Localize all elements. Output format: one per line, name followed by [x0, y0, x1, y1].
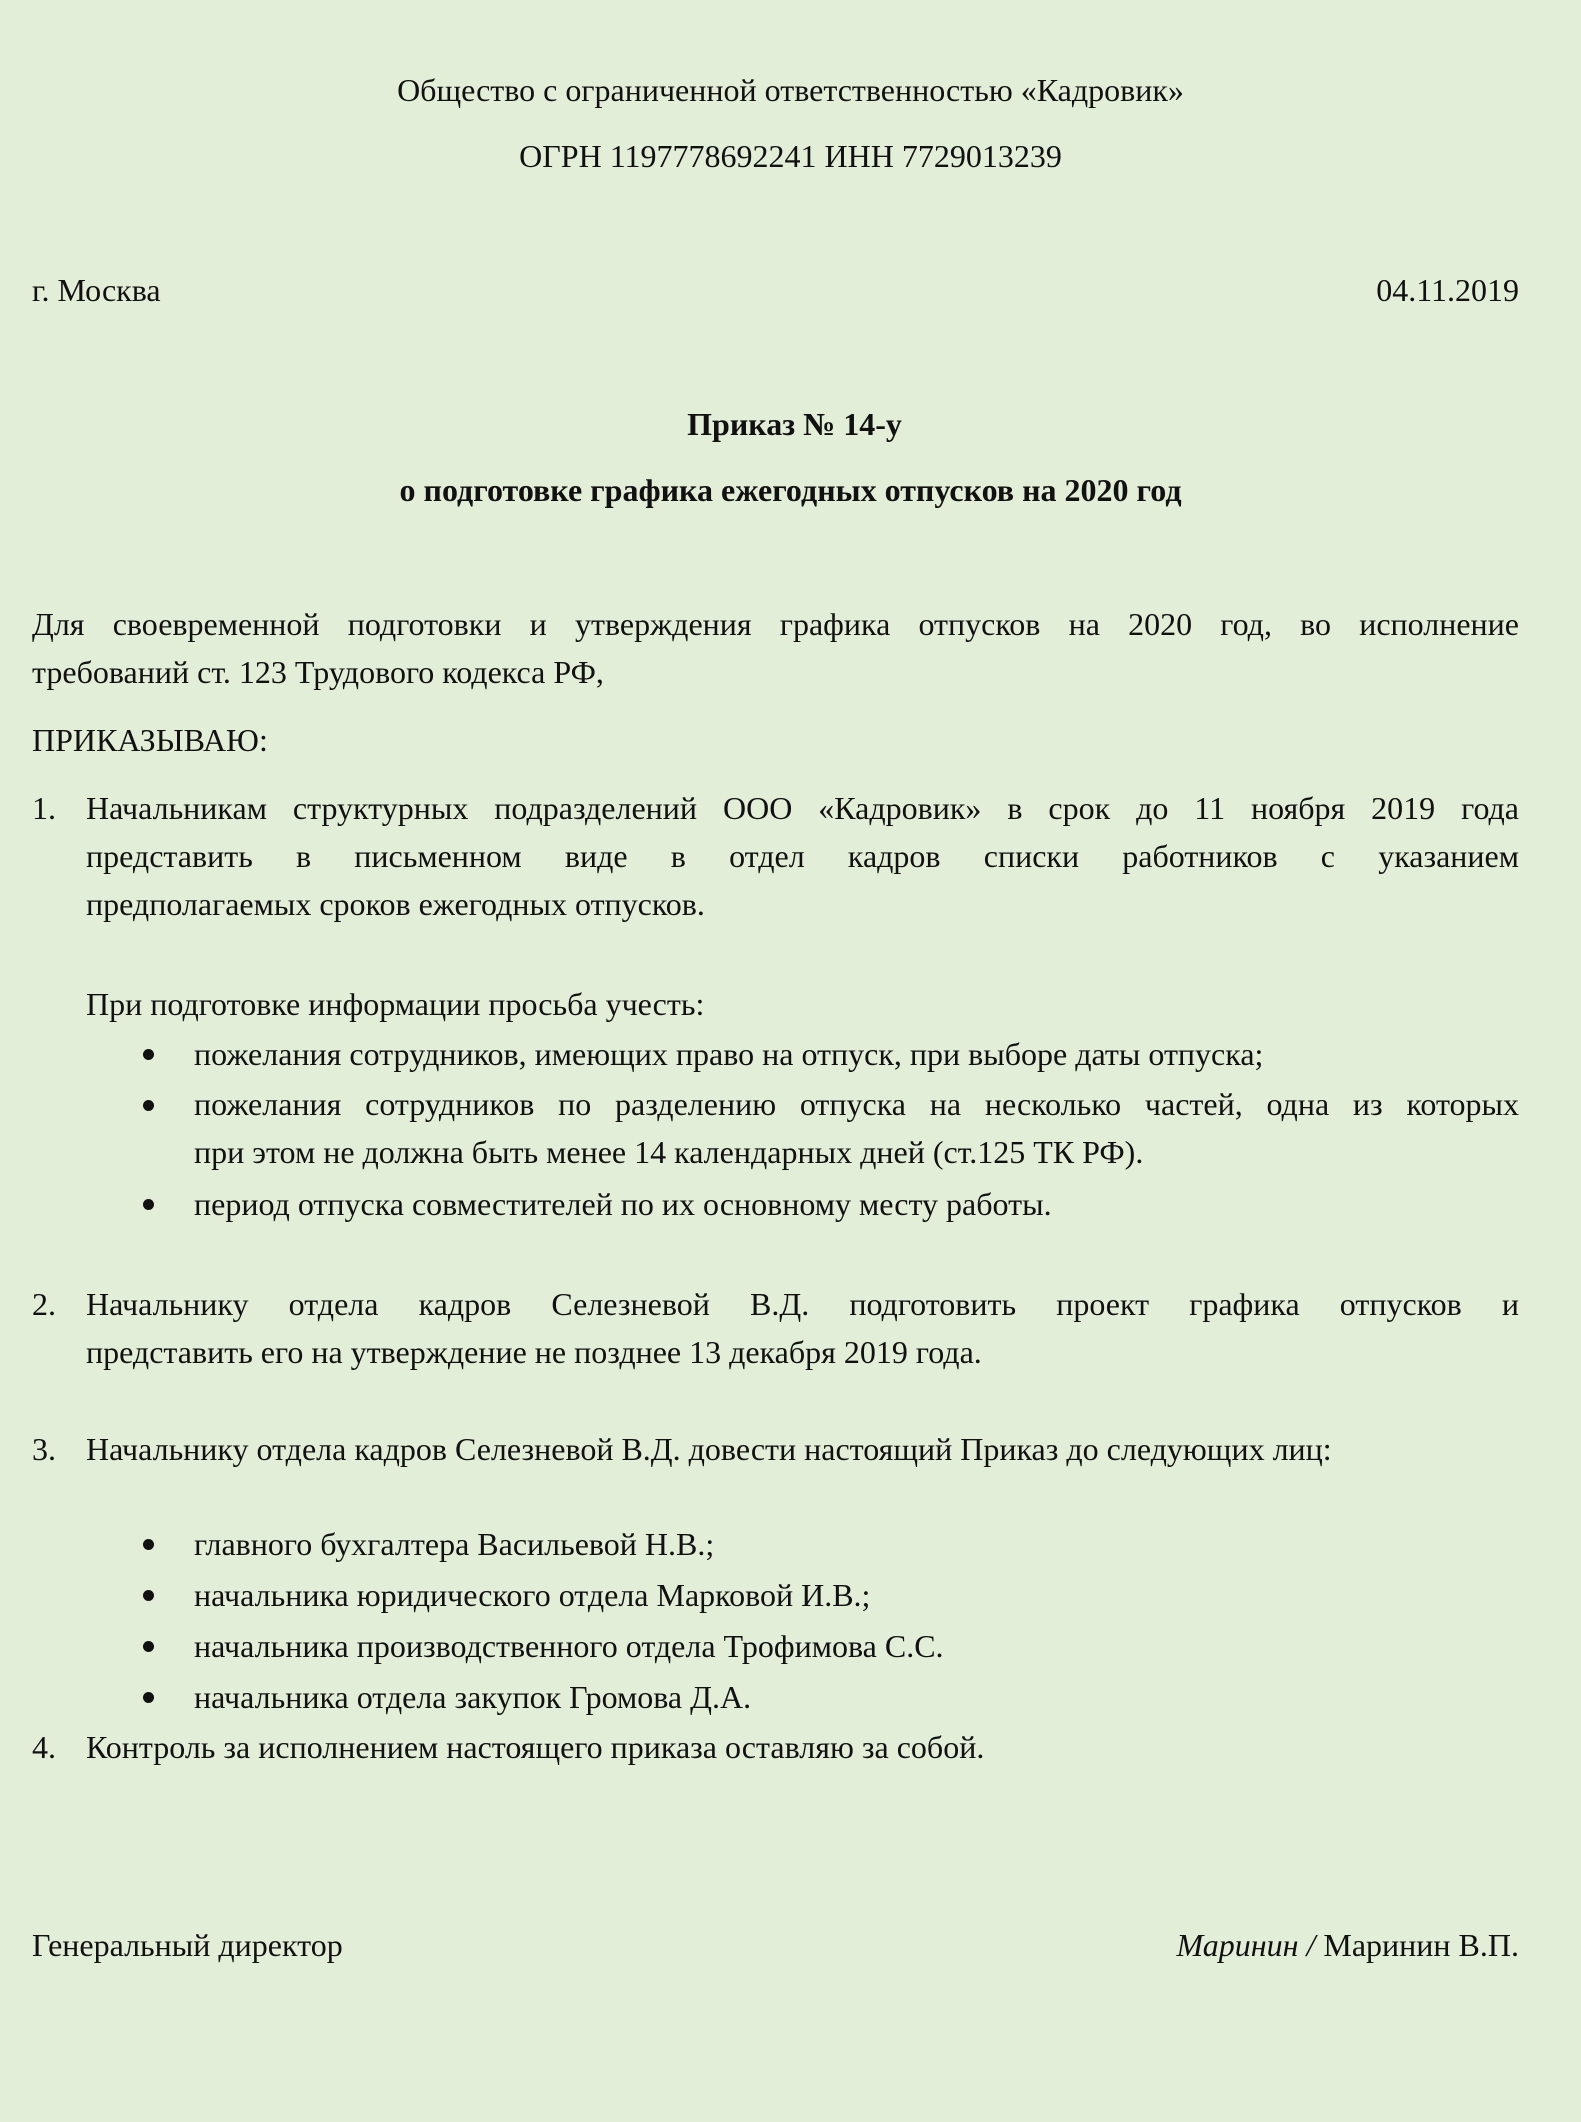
item-text: [86, 1280, 1519, 1376]
preamble: [32, 600, 1519, 696]
item-line: Начальнику отдела кадров Селезневой В.Д. довести настоящий Приказ до следующих лиц:: [86, 1431, 1332, 1467]
bullet-dot: [143, 1590, 154, 1601]
item-number: 1.: [32, 790, 56, 826]
bullet-text: начальника производственного отдела Трофимова С.С.: [194, 1628, 944, 1664]
item-line: представить его на утверждение не позднее 13 декабря 2019 года.: [86, 1334, 982, 1370]
bullet-dot: [143, 1199, 154, 1210]
bullet-line: пожелания сотрудников по разделению отпуска на несколько частей, одна из которых: [194, 1086, 1519, 1122]
org-ids: ОГРН 1197778692241 ИНН 7729013239: [519, 138, 1062, 174]
bullet-dot: [143, 1641, 154, 1652]
bullet-text: начальника отдела закупок Громова Д.А.: [194, 1679, 752, 1715]
order-subject: о подготовке графика ежегодных отпусков на 2020 год: [399, 472, 1182, 508]
item-line: Начальнику отдела кадров Селезневой В.Д. подготовить проект графика отпусков и: [86, 1286, 1519, 1322]
bullet-dot: [143, 1692, 154, 1703]
item-line: Контроль за исполнением настоящего приказа оставляю за собой.: [86, 1729, 985, 1765]
item-number: 3.: [32, 1431, 56, 1467]
bullet-text: [194, 1080, 1519, 1176]
bullet-text: пожелания сотрудников, имеющих право на отпуск, при выборе даты отпуска;: [194, 1036, 1264, 1072]
signature-separator: /: [1306, 1927, 1316, 1963]
preamble-line: требований ст. 123 Трудового кодекса РФ,: [32, 654, 604, 690]
item-line: представить в письменном виде в отдел кадров списки работников с указанием: [86, 838, 1519, 874]
signature-block: [1177, 1925, 1519, 1965]
item-note: При подготовке информации просьба учесть:: [86, 986, 705, 1022]
signatory-position: Генеральный директор: [32, 1927, 343, 1963]
signatory-name: Маринин В.П.: [1323, 1927, 1519, 1963]
bullet-text: период отпуска совместителей по их основному месту работы.: [194, 1186, 1052, 1222]
bullet-dot: [143, 1539, 154, 1550]
bullet-text: главного бухгалтера Васильевой Н.В.;: [194, 1526, 715, 1562]
item-line: Начальникам структурных подразделений ООО «Кадровик» в срок до 11 ноября 2019 года: [86, 790, 1519, 826]
item-number: 2.: [32, 1286, 56, 1322]
item-text: [86, 784, 1519, 928]
org-name: Общество с ограниченной ответственностью «Кадровик»: [397, 72, 1184, 108]
item-line: предполагаемых сроков ежегодных отпусков.: [86, 886, 705, 922]
bullet-text: начальника юридического отдела Марковой И.В.;: [194, 1577, 871, 1613]
order-number: Приказ № 14-у: [687, 406, 902, 442]
bullet-dot: [143, 1049, 154, 1060]
preamble-line: Для своевременной подготовки и утверждения графика отпусков на 2020 год, во исполнение: [32, 606, 1519, 642]
bullet-line: при этом не должна быть менее 14 календарных дней (ст.125 ТК РФ).: [194, 1134, 1144, 1170]
bullet-dot: [143, 1100, 154, 1111]
item-number: 4.: [32, 1729, 56, 1765]
order-date: 04.11.2019: [1376, 272, 1519, 308]
city: г. Москва: [32, 272, 161, 308]
order-word: ПРИКАЗЫВАЮ:: [32, 722, 268, 758]
handwritten-signature: Маринин: [1176, 1927, 1299, 1963]
